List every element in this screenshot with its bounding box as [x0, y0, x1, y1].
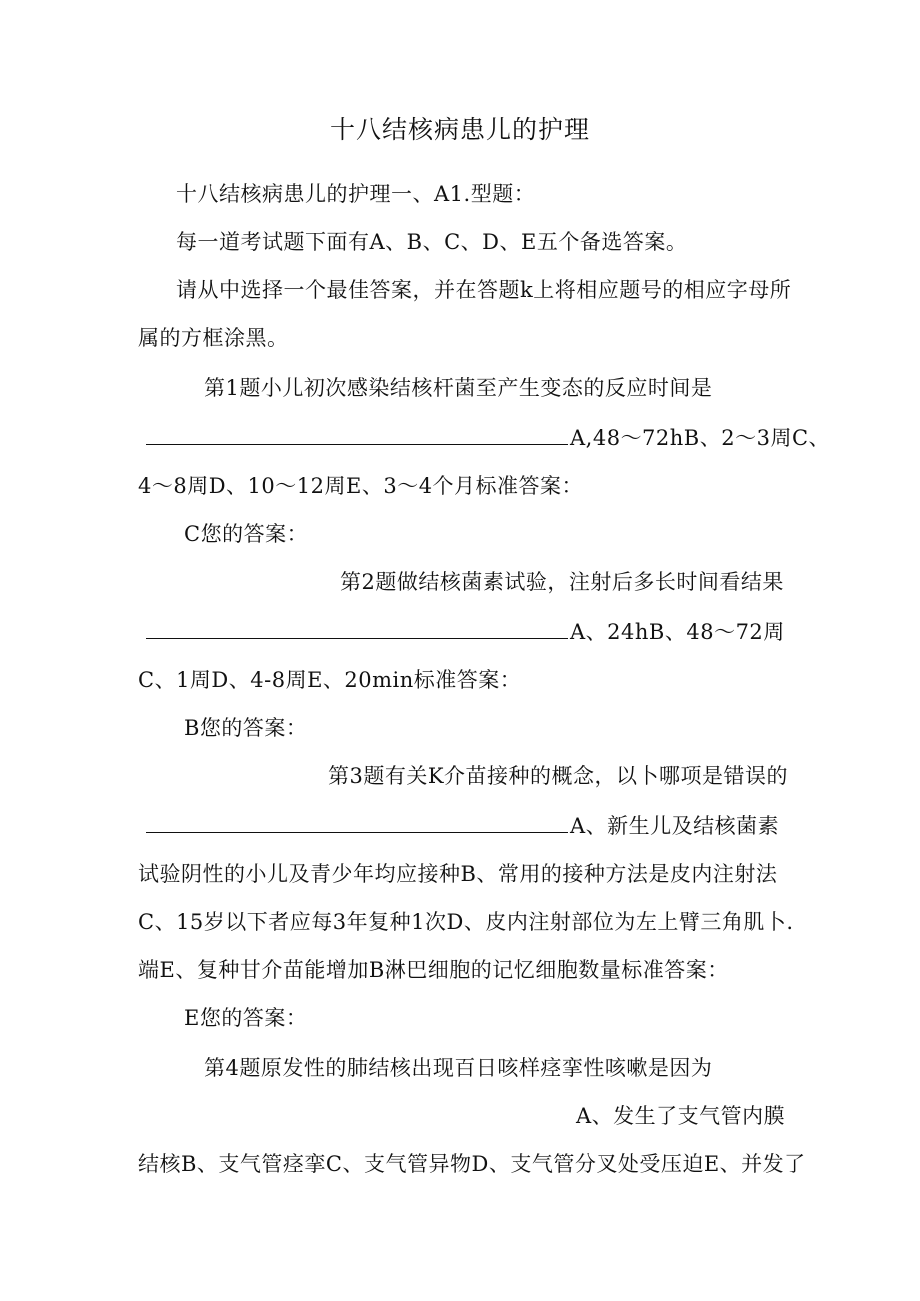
answer-blank: [146, 424, 568, 445]
question-2-options: C、1周D、4-8周E、20min标准答案：: [138, 668, 522, 692]
question-3-answer: E您的答案：: [184, 1006, 308, 1030]
question-2-answer: B您的答案：: [184, 716, 308, 740]
question-3-options: [146, 812, 779, 840]
question-2-stem: 第2题做结核菌素试验，注射后多长时间看结果: [340, 570, 784, 594]
question-2-options-text: A、24hB、48〜72周: [570, 620, 785, 644]
page-title: 十八结核病患儿的护理: [329, 115, 590, 144]
section-heading: 十八结核病患儿的护理一、A1.型题：: [176, 182, 536, 206]
question-1-stem: 第1题小儿初次感染结核杆菌至产生变态的反应时间是: [204, 376, 713, 400]
question-2-options: [146, 618, 785, 646]
answer-blank: [146, 812, 568, 833]
question-1-options-text: A,48〜72hB、2〜3周C、: [570, 426, 831, 450]
question-3-options: C、15岁以下者应每3年复种1次D、皮内注射部位为左上臂三角肌卜.: [138, 910, 794, 934]
instruction-line: 属的方框涂黑。: [138, 326, 289, 350]
question-1-answer: C您的答案：: [184, 522, 309, 546]
question-4-stem: 第4题原发性的肺结核出现百日咳样痉挛性咳嗽是因为: [204, 1056, 713, 1080]
answer-blank: [146, 618, 568, 639]
question-4-options: 结核B、支气管痉挛C、支气管异物D、支气管分叉处受压迫E、并发了: [138, 1152, 806, 1176]
question-4-options: A、发生了支气管内膜: [576, 1104, 786, 1128]
question-3-options-text: A、新生儿及结核菌素: [570, 814, 780, 838]
question-1-options: [146, 424, 830, 452]
question-3-options: 端E、复种甘介苗能增加B淋巴细胞的记忆细胞数量标准答案：: [138, 958, 729, 982]
question-3-options: 试验阴性的小儿及青少年均应接种B、常用的接种方法是皮内注射法: [138, 862, 778, 886]
instruction-line: 请从中选择一个最佳答案，并在答题k上将相应题号的相应字母所: [176, 278, 792, 302]
question-3-stem: 第3题有关K介苗接种的概念，以卜哪项是错误的: [328, 764, 789, 788]
instruction-line: 每一道考试题下面有A、B、C、D、E五个备选答案。: [176, 230, 688, 254]
question-1-options: 4〜8周D、10〜12周E、3〜4个月标准答案：: [138, 474, 584, 498]
